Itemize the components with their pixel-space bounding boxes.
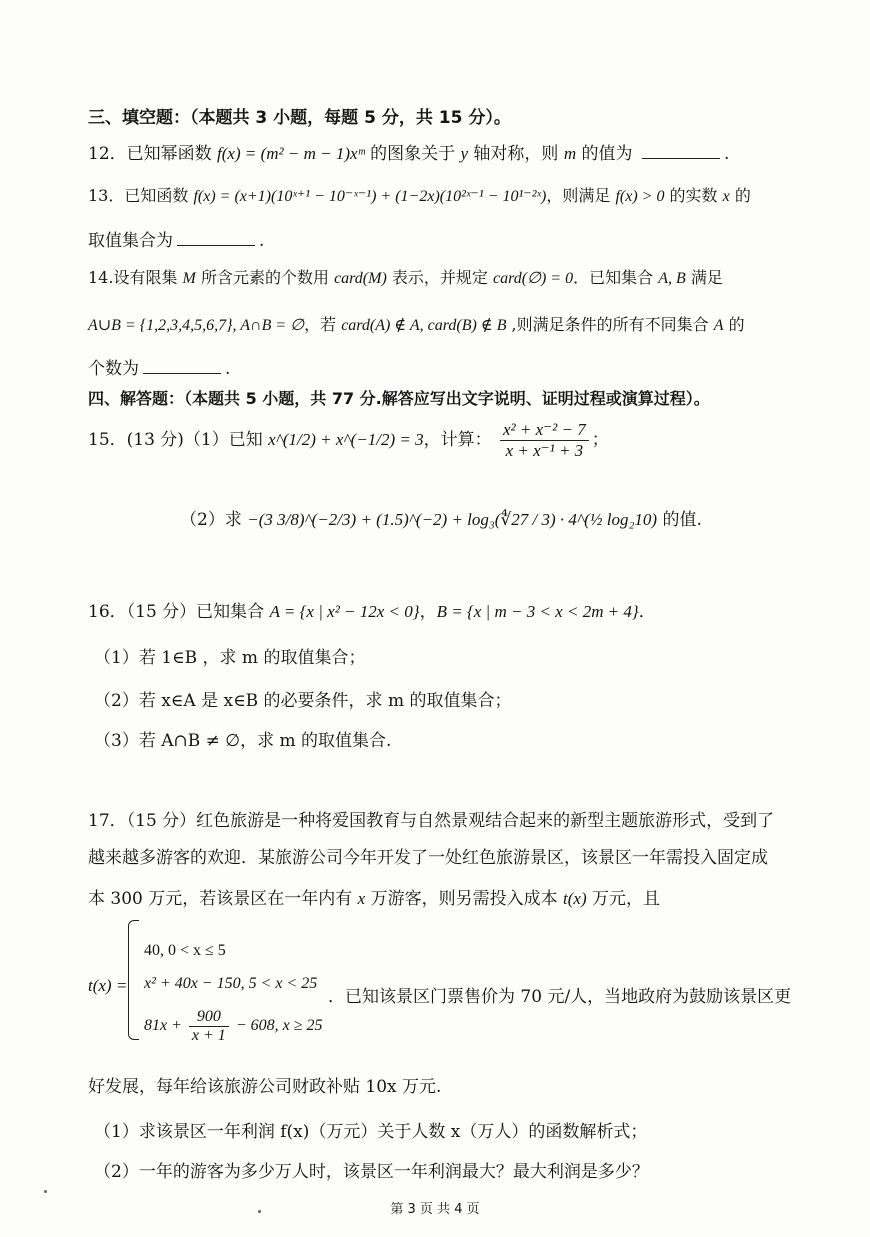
- section4-heading: 四、解答题：（本题共 5 小题，共 77 分.解答应写出文字说明、证明过程或演算过程）。: [88, 389, 710, 408]
- answer-blank-14[interactable]: [143, 359, 221, 374]
- question-14: 14.设有限集 M 所含元素的个数用 card(M) 表示，并规定 card(∅) = 0．已知集合 A, B 满足: [88, 268, 723, 287]
- question-17-sub1: （1）求该景区一年利润 f(x)（万元）关于人数 x（万人）的函数解析式；: [94, 1122, 648, 1142]
- page-footer: 第 3 页 共 4 页: [390, 1202, 480, 1217]
- question-13: 13．已知函数 f(x) = (x+1)(10ˣ⁺¹ − 10⁻ˣ⁻¹) + (1−2x)(10²ˣ⁻¹ − 10¹⁻²ˣ)，则满足 f(x) > 0 的实数 x 的: [88, 186, 751, 205]
- question-14-line2: A∪B = {1,2,3,4,5,6,7}, A∩B = ∅，若 card(A) ∉ A, card(B) ∉ B ,则满足条件的所有不同集合 A 的: [88, 315, 745, 334]
- question-16: 16．（15 分）已知集合 A = {x | x² − 12x < 0}，B = {x | m − 3 < x < 2m + 4}．: [88, 602, 656, 622]
- question-17-line4: ．已知该景区门票售价为 70 元/人，当地政府为鼓励该景区更: [328, 987, 792, 1007]
- piecewise-label: t(x) =: [88, 976, 128, 995]
- question-16-sub1: （1）若 1∈B ，求 m 的取值集合；: [94, 648, 366, 668]
- question-17-line3: 本 300 万元，若该景区在一年内有 x 万游客，则另需投入成本 t(x) 万元，且: [88, 889, 661, 909]
- scan-speck: [258, 1210, 261, 1213]
- fraction: $\frac{\text{x² + x⁻² − 7}}{\text{x + x⁻¹ + 3}}$: [500, 420, 589, 461]
- scan-speck: [44, 1190, 47, 1193]
- question-17-line5: 好发展，每年给该旅游公司财政补贴 10x 万元.: [88, 1077, 442, 1097]
- piecewise-case-2: x² + 40x − 150, 5 < x < 25: [144, 975, 318, 992]
- piecewise-case-1: 40, 0 < x ≤ 5: [144, 942, 226, 959]
- fraction: $\frac{900}{x + 1}$: [189, 1008, 229, 1045]
- question-14-line3: 个数为 .: [88, 359, 231, 379]
- answer-blank-12[interactable]: [642, 144, 720, 159]
- piecewise-brace: [128, 920, 139, 1040]
- question-15-part2: （2）求 −(3 3/8)^(−2/3) + (1.5)^(−2) + log₃(∜27 / 3) · 4^(½ log₂10) 的值.: [180, 510, 702, 530]
- question-16-sub2: （2）若 x∈A 是 x∈B 的必要条件，求 m 的取值集合；: [94, 691, 512, 711]
- question-17-sub2: （2）一年的游客为多少万人时，该景区一年利润最大？最大利润是多少？: [94, 1162, 649, 1182]
- question-16-sub3: （3）若 A∩B ≠ ∅，求 m 的取值集合.: [94, 731, 392, 751]
- question-13-line2: 取值集合为 .: [88, 231, 265, 251]
- question-15-part1: 15．(13 分)（1）已知 x^(1/2) + x^(−1/2) = 3，计算： $\frac{\text{x² + x⁻² − 7}}{\text{x + x⁻¹ + 3}}$ ；: [88, 420, 609, 460]
- answer-blank-13[interactable]: [177, 231, 255, 246]
- question-17-line1: 17．（15 分）红色旅游是一种将爱国教育与自然景观结合起来的新型主题旅游形式，受到了: [88, 811, 775, 831]
- question-17-line2: 越来越多游客的欢迎．某旅游公司今年开发了一处红色旅游景区，该景区一年需投入固定成: [88, 848, 768, 868]
- piecewise-case-3: 81x + $\frac{900}{x + 1}$ − 608, x ≥ 25: [144, 1008, 323, 1044]
- section3-heading: 三、填空题：（本题共 3 小题，每题 5 分，共 15 分）。: [88, 108, 511, 128]
- question-12: 12．已知幂函数 f(x) = (m² − m − 1)xᵐ 的图象关于 y 轴对称，则 m 的值为 .: [88, 144, 730, 164]
